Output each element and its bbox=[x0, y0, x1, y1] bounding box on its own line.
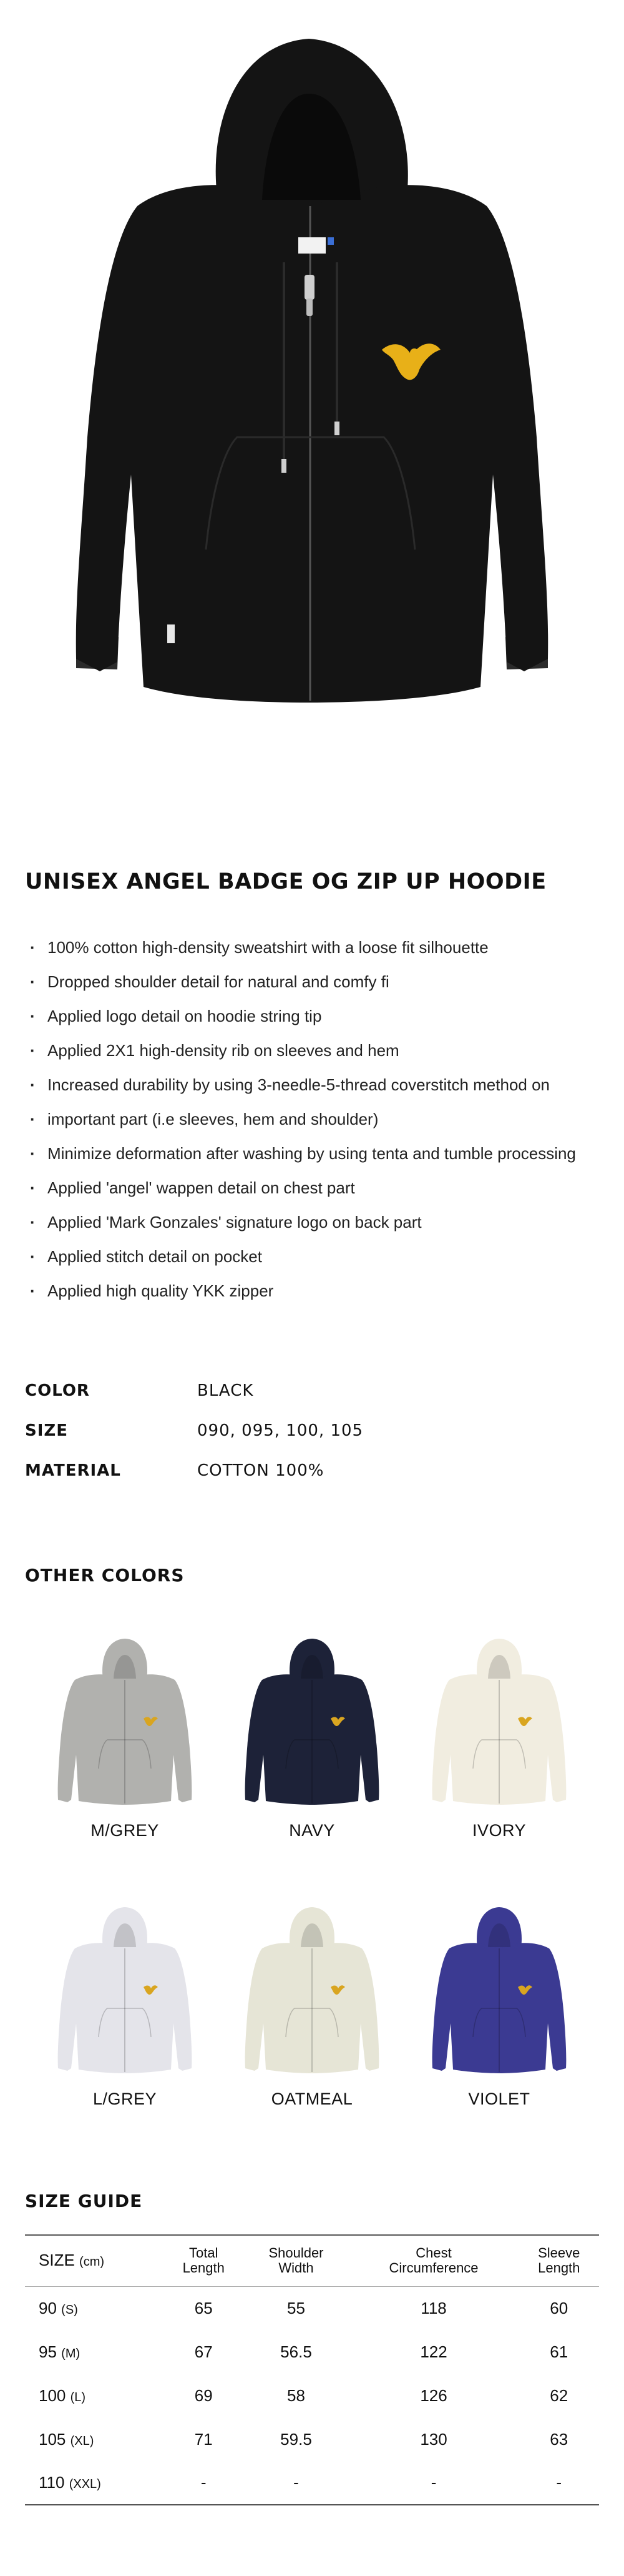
measurement-cell: 122 bbox=[420, 2342, 447, 2361]
measurement-cell: 71 bbox=[194, 2429, 213, 2449]
measurement-cell: 126 bbox=[420, 2386, 447, 2405]
size-guide-table bbox=[25, 2234, 599, 2505]
hoodie-thumbnail bbox=[237, 1905, 387, 2073]
size-header-label: SIZE bbox=[39, 2250, 75, 2269]
measurement-cell: - bbox=[200, 2473, 207, 2492]
size-guide-title: SIZE GUIDE bbox=[25, 2191, 143, 2211]
color-option-mgrey[interactable] bbox=[44, 1636, 206, 1873]
size-cell: 95 (M) bbox=[39, 2342, 80, 2361]
size-cell: 100 (L) bbox=[39, 2386, 86, 2405]
hoodie-thumbnail bbox=[50, 1905, 200, 2073]
hoodie-thumbnail bbox=[237, 1636, 387, 1805]
color-option-label: NAVY bbox=[289, 1821, 335, 1840]
spec-color-label: COLOR bbox=[25, 1381, 90, 1400]
size-unit-label: (cm) bbox=[79, 2254, 105, 2269]
measurement-cell: - bbox=[556, 2473, 562, 2492]
color-option-navy[interactable] bbox=[231, 1636, 393, 1873]
column-header-shoulder-width: Shoulder Width bbox=[268, 2245, 324, 2276]
feature-item: · Applied logo detail on hoodie string tip bbox=[25, 999, 576, 1034]
other-colors-title: OTHER COLORS bbox=[25, 1565, 185, 1586]
measurement-cell: 65 bbox=[194, 2298, 213, 2317]
size-guide-row bbox=[25, 2286, 599, 2330]
feature-item: · Applied 'Mark Gonzales' signature logo on back part bbox=[25, 1205, 576, 1240]
measurement-cell: 58 bbox=[287, 2386, 305, 2405]
measurement-cell: 63 bbox=[550, 2429, 568, 2449]
color-option-label: IVORY bbox=[472, 1821, 527, 1840]
size-guide-row bbox=[25, 2461, 599, 2505]
feature-item: · Increased durability by using 3-needle-5-thread coverstitch method on bbox=[25, 1068, 576, 1102]
measurement-cell: 60 bbox=[550, 2298, 568, 2317]
spec-size-value: 090, 095, 100, 105 bbox=[197, 1421, 364, 1440]
color-option-label: L/GREY bbox=[92, 2090, 157, 2108]
size-cell: 110 (XXL) bbox=[39, 2473, 101, 2492]
color-option-oatmeal[interactable] bbox=[231, 1905, 393, 2142]
column-header-sleeve-length: Sleeve Length bbox=[538, 2245, 580, 2276]
color-option-label: M/GREY bbox=[90, 1821, 159, 1840]
feature-item: · Applied stitch detail on pocket bbox=[25, 1240, 576, 1274]
column-header-chest-circumference: Chest Circumference bbox=[389, 2245, 479, 2276]
measurement-cell: - bbox=[431, 2473, 437, 2492]
feature-item: · Minimize deformation after washing by using tenta and tumble processing bbox=[25, 1137, 576, 1171]
measurement-cell: - bbox=[293, 2473, 299, 2492]
product-title: UNISEX ANGEL BADGE OG ZIP UP HOODIE bbox=[25, 869, 547, 894]
size-guide-header-row bbox=[25, 2235, 599, 2286]
size-guide-row bbox=[25, 2417, 599, 2461]
feature-item: · Applied 2X1 high-density rib on sleeves and hem bbox=[25, 1034, 576, 1068]
feature-item: · Applied 'angel' wappen detail on chest part bbox=[25, 1171, 576, 1205]
hoodie-thumbnail bbox=[424, 1636, 574, 1805]
feature-item: · Dropped shoulder detail for natural and comfy fi bbox=[25, 965, 576, 999]
product-hero-image bbox=[0, 0, 624, 762]
color-option-label: VIOLET bbox=[468, 2090, 530, 2108]
measurement-cell: 69 bbox=[194, 2386, 213, 2405]
column-header-total-length: Total Length bbox=[182, 2245, 225, 2276]
measurement-cell: 67 bbox=[194, 2342, 213, 2361]
feature-item: · Applied high quality YKK zipper bbox=[25, 1274, 576, 1308]
feature-item-continued: · important part (i.e sleeves, hem and shoulder) bbox=[25, 1102, 576, 1137]
hoodie-thumbnail bbox=[50, 1636, 200, 1805]
color-option-violet[interactable] bbox=[418, 1905, 580, 2142]
size-cell: 105 (XL) bbox=[39, 2429, 94, 2449]
measurement-cell: 130 bbox=[420, 2429, 447, 2449]
feature-item: · 100% cotton high-density sweatshirt with a loose fit silhouette bbox=[25, 930, 576, 965]
measurement-cell: 59.5 bbox=[280, 2429, 312, 2449]
color-option-label: OATMEAL bbox=[271, 2090, 353, 2108]
size-guide-row bbox=[25, 2330, 599, 2374]
measurement-cell: 118 bbox=[421, 2298, 447, 2317]
measurement-cell: 56.5 bbox=[280, 2342, 312, 2361]
spec-material-value: COTTON 100% bbox=[197, 1461, 324, 1480]
measurement-cell: 55 bbox=[287, 2298, 305, 2317]
measurement-cell: 62 bbox=[550, 2386, 568, 2405]
hoodie-thumbnail bbox=[424, 1905, 574, 2073]
spec-size-label: SIZE bbox=[25, 1421, 69, 1440]
spec-color-value: BLACK bbox=[197, 1381, 254, 1400]
color-option-ivory[interactable] bbox=[418, 1636, 580, 1873]
size-column-header bbox=[25, 2235, 163, 2286]
size-guide-row bbox=[25, 2374, 599, 2417]
color-option-lgrey[interactable] bbox=[44, 1905, 206, 2142]
feature-list bbox=[25, 930, 576, 1308]
size-cell: 90 (S) bbox=[39, 2298, 78, 2317]
measurement-cell: 61 bbox=[550, 2342, 568, 2361]
spec-material-label: MATERIAL bbox=[25, 1461, 121, 1480]
